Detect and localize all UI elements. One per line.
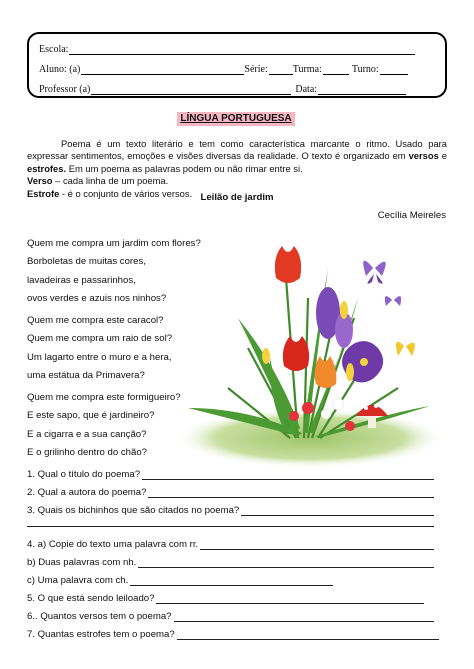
red-tulip <box>275 246 301 283</box>
stanza-2 <box>27 312 172 386</box>
verse: E este sapo, que é jardineiro? <box>27 410 155 422</box>
subject-title: LÍNGUA PORTUGUESA <box>177 112 295 126</box>
question-4c: c) Uma palavra com ch. <box>27 572 333 586</box>
teacher-label: Professor (a) <box>39 84 91 95</box>
verse: ovos verdes e azuis nos ninhos? <box>27 293 167 305</box>
red-tulip <box>283 336 309 371</box>
yellow-butterfly <box>396 342 415 356</box>
purple-butterfly <box>363 261 385 284</box>
student-info-box <box>27 32 447 98</box>
verse: Quem me compra um raio de sol? <box>27 333 173 345</box>
poem-author: Cecília Meireles <box>377 210 446 221</box>
answer-field[interactable] <box>174 614 434 622</box>
date-field[interactable] <box>318 86 406 95</box>
grade-label: Série: <box>244 64 268 75</box>
class-label: Turma: <box>292 64 322 75</box>
verse: uma estátua da Primavera? <box>27 370 145 382</box>
answer-field[interactable] <box>177 632 439 640</box>
verso-definition: Verso – cada linha de um poema. <box>27 175 169 187</box>
purple-hyacinth <box>316 287 353 348</box>
teacher-row <box>39 81 437 95</box>
shift-label: Turno: <box>351 64 379 75</box>
student-field[interactable] <box>81 66 244 75</box>
verse: E o grilinho dentro do chão? <box>27 447 148 459</box>
question-6: 6.. Quantos versos tem o poema? <box>27 608 434 622</box>
student-label: Aluno: (a) <box>39 64 81 75</box>
school-label: Escola: <box>39 44 69 55</box>
question-5: 5. O que está sendo leiloado? <box>27 590 424 604</box>
teacher-field[interactable] <box>91 86 291 95</box>
stanza-3 <box>27 389 181 463</box>
estrofe-definition: Estrofe - é o conjunto de vários versos. <box>27 187 193 199</box>
intro-paragraph: Poema é um texto literário e tem como característica marcante o ritmo. Usado para expressar sentimentos, emoções e visões diversas da realidade. O texto é organizado em versos e estrofes. Em um poema as palavras podem ou não rimar entre si. <box>27 138 447 174</box>
answer-field[interactable] <box>241 508 434 516</box>
answer-field[interactable] <box>148 490 434 498</box>
grade-field[interactable] <box>269 66 293 75</box>
verse: Quem me compra este caracol? <box>27 315 164 326</box>
intro-text <box>27 138 447 200</box>
question-1: 1. Qual o título do poema? <box>27 466 434 480</box>
verse: Quem me compra um jardim com flores? <box>27 238 201 249</box>
shift-field[interactable] <box>380 66 408 75</box>
question-4a: 4. a) Copie do texto uma palavra com rr. <box>27 536 434 550</box>
answer-field[interactable] <box>138 560 434 568</box>
verse: Um lagarto entre o muro e a hera, <box>27 351 172 363</box>
answer-field[interactable] <box>156 596 424 604</box>
class-field[interactable] <box>323 66 349 75</box>
flower-bouquet-illustration <box>168 238 444 478</box>
answer-field[interactable] <box>200 542 434 550</box>
answer-field[interactable] <box>130 578 333 586</box>
verse: Borboletas de muitas cores, <box>27 256 146 268</box>
date-label: Data: <box>295 84 318 95</box>
answer-field[interactable] <box>142 472 434 480</box>
question-3: 3. Quais os bichinhos que são citados no poema? <box>27 502 434 516</box>
answer-line[interactable] <box>27 526 434 527</box>
poem-title: Leilão de jardim <box>200 192 274 203</box>
student-row <box>39 61 437 75</box>
question-2: 2. Qual a autora do poema? <box>27 484 434 498</box>
verse: Quem me compra este formigueiro? <box>27 392 181 403</box>
purple-butterfly <box>385 296 401 306</box>
verse: lavadeiras e passarinhos, <box>27 274 136 286</box>
verse: E a cigarra e a sua canção? <box>27 428 147 440</box>
question-4b: b) Duas palavras com nh. <box>27 554 434 568</box>
school-row <box>39 41 437 55</box>
school-field[interactable] <box>69 46 415 55</box>
question-7: 7. Quantas estrofes tem o poema? <box>27 626 439 640</box>
